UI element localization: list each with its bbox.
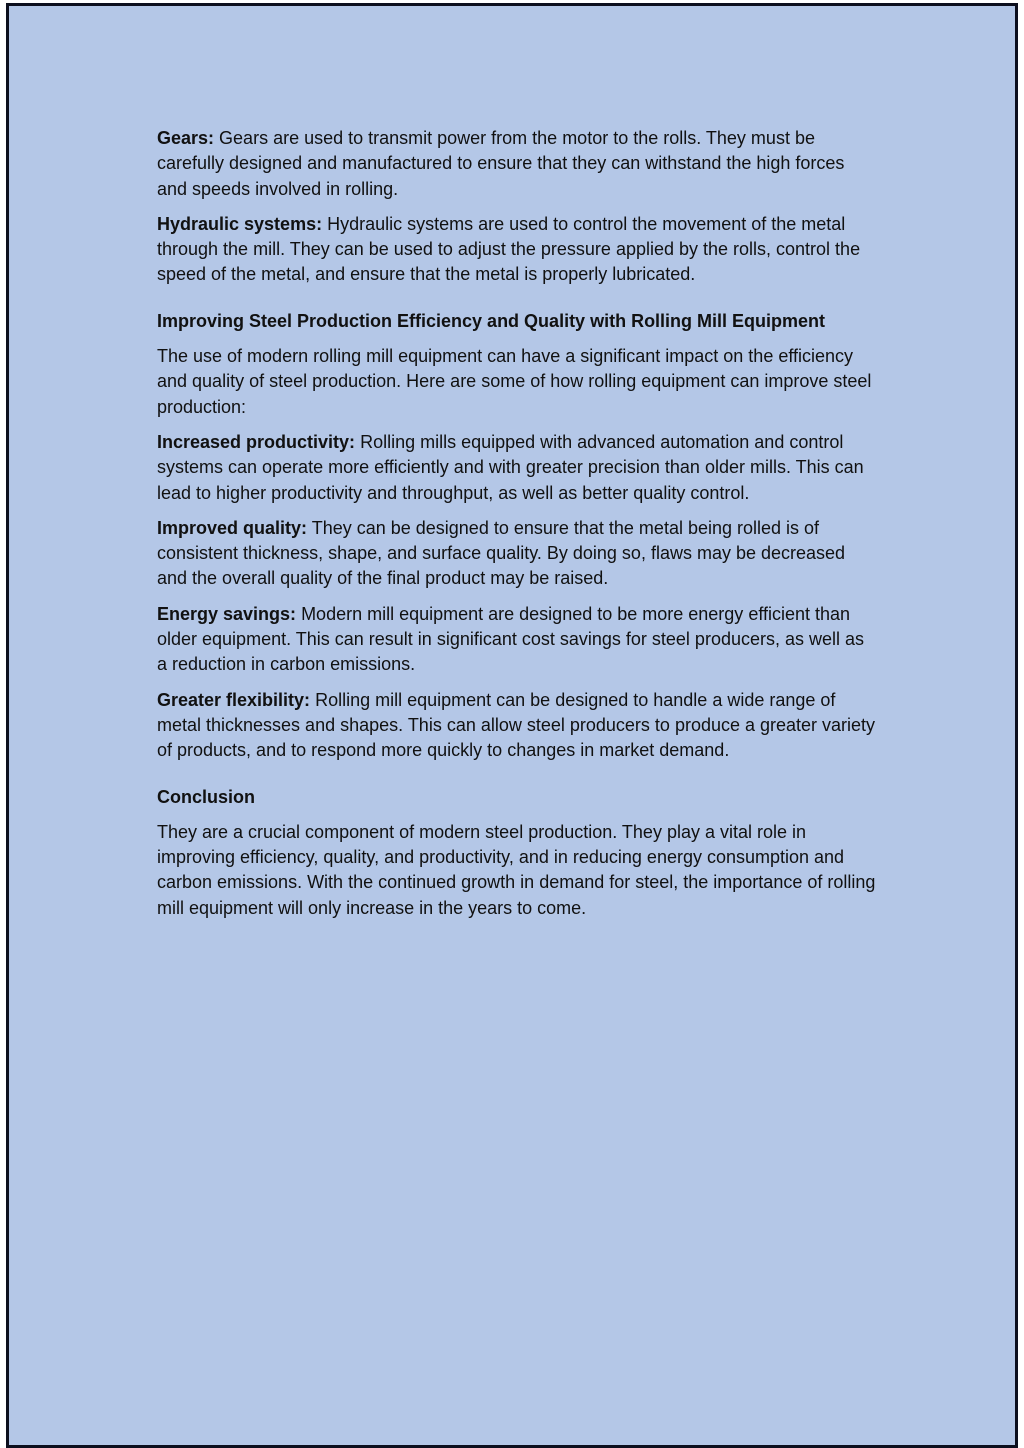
term-gears: Gears: xyxy=(157,128,215,148)
term-greater-flexibility: Greater flexibility: xyxy=(157,689,311,710)
paragraph-increased-productivity xyxy=(157,430,877,506)
term-hydraulic-systems: Hydraulic systems: xyxy=(157,213,323,234)
text-improved-quality: They can be designed to ensure that the metal being rolled is of consistent thickness, shape, and surface quality. By doing so, flaws may be decreased and the overall quality of the final product may be raised. xyxy=(157,517,846,589)
term-increased-productivity: Increased productivity: xyxy=(157,431,356,452)
paragraph-hydraulic-systems xyxy=(157,212,877,288)
text-increased-productivity: Rolling mills equipped with advanced automation and control systems can operate more efficiently and with greater precision than older mills. This can lead to higher productivity and throughput, as well as better quality control. xyxy=(157,431,864,503)
term-energy-savings: Energy savings: xyxy=(157,603,297,624)
section-intro: The use of modern rolling mill equipment can have a significant impact on the efficiency and quality of steel production. Here are some of how rolling equipment can improve steel production: xyxy=(157,346,872,417)
paragraph-improved-quality xyxy=(157,516,877,592)
term-improved-quality: Improved quality: xyxy=(157,517,308,538)
document-body xyxy=(157,126,877,931)
text-hydraulic-systems: Hydraulic systems are used to control the movement of the metal through the mill. They can be used to adjust the pressure applied by the rolls, control the speed of the metal, and ensure that the metal is properly lubricated. xyxy=(157,213,861,285)
paragraph-energy-savings xyxy=(157,602,877,678)
text-gears: Gears are used to transmit power from the motor to the rolls. They must be carefully designed and manufactured to ensure that they can withstand the high forces and speeds involved in rolling. xyxy=(157,128,845,199)
section-heading-improving-efficiency: Improving Steel Production Efficiency and Quality with Rolling Mill Equipment xyxy=(157,310,826,331)
paragraph-greater-flexibility xyxy=(157,688,877,764)
document-page xyxy=(6,3,1018,1448)
paragraph-gears xyxy=(157,126,877,202)
text-greater-flexibility: Rolling mill equipment can be designed to handle a wide range of metal thicknesses and shapes. This can allow steel producers to produce a greater variety of products, and to respond more quickly to changes in market demand. xyxy=(157,689,876,761)
text-energy-savings: Modern mill equipment are designed to be more energy efficient than older equipment. This can result in significant cost savings for steel producers, as well as a reduction in carbon emissions. xyxy=(157,603,865,675)
conclusion-text: They are a crucial component of modern steel production. They play a vital role in improving efficiency, quality, and productivity, and in reducing energy consumption and carbon emissions. With the continued growth in demand for steel, the importance of rolling mill equipment will only increase in the years to come. xyxy=(157,821,876,918)
section-heading-conclusion: Conclusion xyxy=(157,786,255,807)
